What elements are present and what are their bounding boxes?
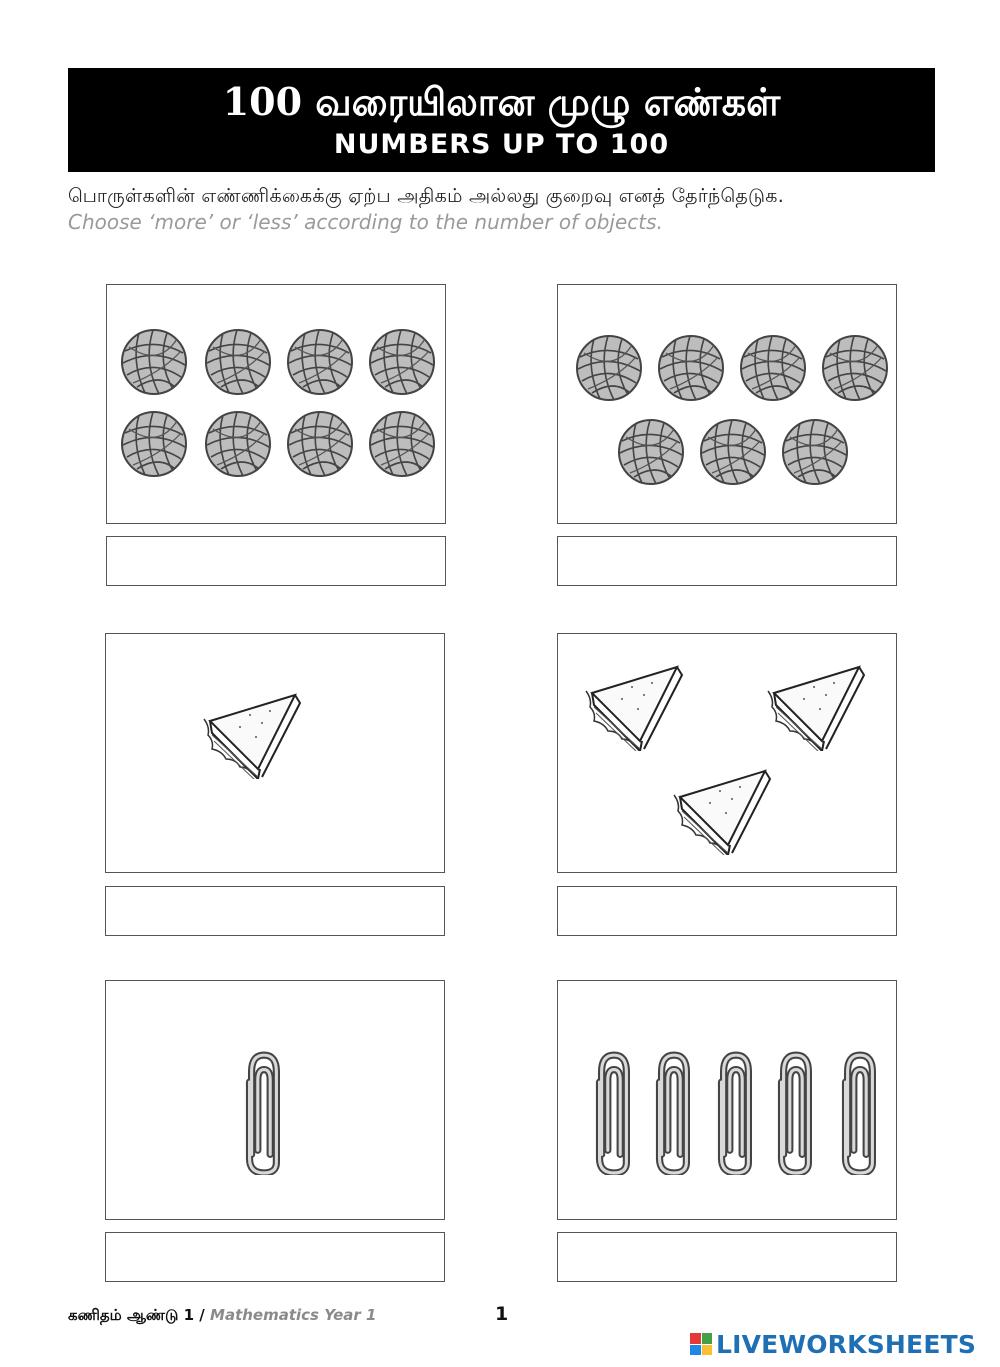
yarn-ball-group: [572, 329, 892, 499]
yarn-ball-icon: [783, 420, 847, 484]
yarn-ball-icon: [122, 412, 186, 476]
sandwich-icon: [582, 658, 692, 754]
answer-box-5[interactable]: [105, 1232, 445, 1282]
yarn-ball-icon: [370, 330, 434, 394]
answer-box-6[interactable]: [557, 1232, 897, 1282]
paper-clip-icon: [774, 1051, 818, 1175]
page-number: 1: [495, 1303, 509, 1325]
yarn-ball-icon: [741, 336, 805, 400]
picture-box-4: [557, 633, 897, 873]
paper-clip-icon: [592, 1051, 636, 1175]
footer-subject: [68, 1306, 376, 1326]
yarn-ball-icon: [206, 412, 270, 476]
answer-box-2[interactable]: [557, 536, 897, 586]
yarn-ball-group: [117, 325, 437, 485]
yarn-ball-icon: [619, 420, 683, 484]
title-banner: [68, 68, 935, 172]
paper-clip-icon: [714, 1051, 758, 1175]
yarn-ball-icon: [122, 330, 186, 394]
title-tamil: 100 வரையிலான முழு எண்கள்: [222, 79, 781, 124]
yarn-ball-icon: [288, 412, 352, 476]
picture-box-1: [106, 284, 446, 524]
picture-box-6: [557, 980, 897, 1220]
liveworksheets-brand: LIVEWORKSHEETS: [716, 1329, 977, 1359]
paper-clip-icon: [838, 1051, 882, 1175]
yarn-ball-icon: [206, 330, 270, 394]
yarn-ball-icon: [701, 420, 765, 484]
picture-box-3: [105, 633, 445, 873]
paper-clip-icon: [652, 1051, 696, 1175]
paper-clip-icon: [242, 1051, 286, 1175]
instruction-english: Choose ‘more’ or ‘less’ according to the number of objects.: [68, 210, 663, 234]
yarn-ball-icon: [823, 336, 887, 400]
sandwich-icon: [764, 658, 874, 754]
footer-subject-tamil: கணிதம் ஆண்டு 1 /: [68, 1306, 205, 1324]
instruction-tamil: பொருள்களின் எண்ணிக்கைக்கு ஏற்ப அதிகம் அல்லது குறைவு எனத் தேர்ந்தெடுக.: [68, 185, 785, 207]
sandwich-icon: [670, 762, 780, 858]
picture-box-2: [557, 284, 897, 524]
picture-box-5: [105, 980, 445, 1220]
title-english: NUMBERS UP TO 100: [333, 129, 670, 160]
liveworksheets-logo[interactable]: [690, 1329, 976, 1359]
answer-box-4[interactable]: [557, 886, 897, 936]
answer-box-3[interactable]: [105, 886, 445, 936]
footer-subject-english: Mathematics Year 1: [210, 1306, 377, 1324]
sandwich-icon: [200, 684, 310, 784]
yarn-ball-icon: [288, 330, 352, 394]
yarn-ball-icon: [370, 412, 434, 476]
yarn-ball-icon: [659, 336, 723, 400]
yarn-ball-icon: [577, 336, 641, 400]
answer-box-1[interactable]: [106, 536, 446, 586]
liveworksheets-logo-icon: [690, 1333, 712, 1355]
